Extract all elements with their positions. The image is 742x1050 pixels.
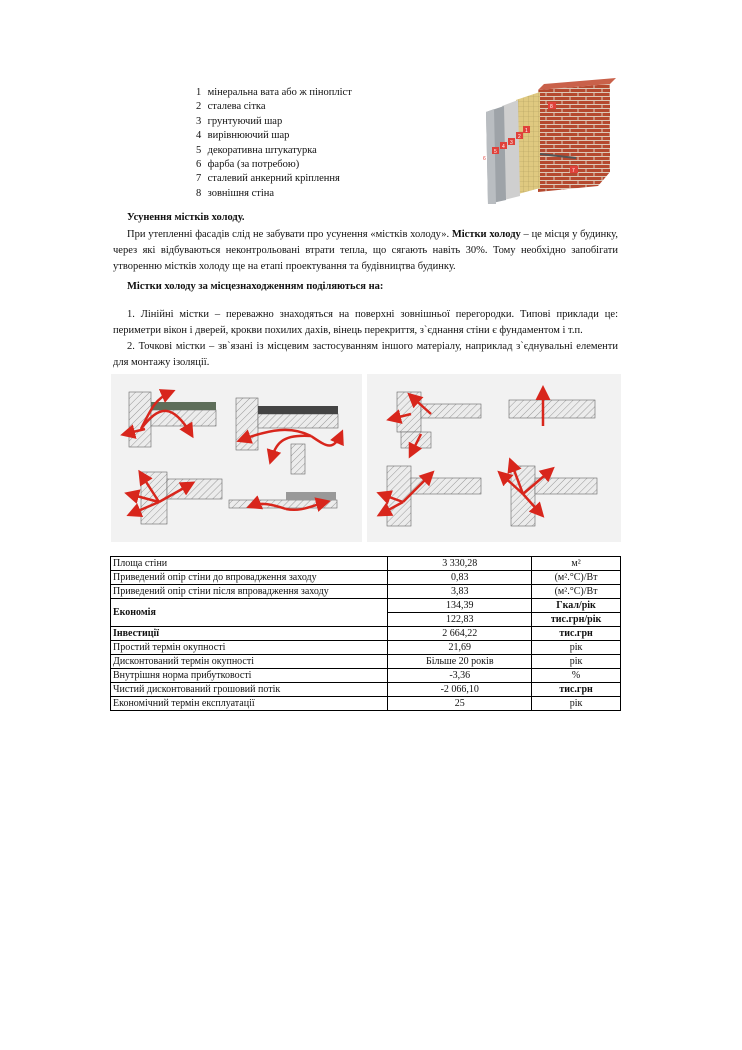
linear-bridges-paragraph: 1. Лінійні містки – переважно знаходяться на поверхні зовнішньої перегородки. Типові приклади це: периметри вікон і дверей, крокви похилих дахів, вінець перекриття, з`єднання стіни є фундаментом і т.п. <box>113 309 618 336</box>
row-label: Інвестиції <box>111 627 388 641</box>
illustration-label: 5 <box>494 149 497 155</box>
row-value: -3,36 <box>388 669 532 683</box>
legend-item: 2 сталева сітка <box>196 101 266 113</box>
row-value: 3,83 <box>388 585 532 599</box>
economy-unit-2: тис.грн/рік <box>532 613 621 627</box>
insulated-wall-illustration <box>478 76 620 208</box>
illustration-label: 7 <box>572 168 575 174</box>
legend-item: 8 зовнішня стіна <box>196 187 275 199</box>
illustration-label: 2 <box>518 134 521 140</box>
row-unit: (м².°С)/Вт <box>532 585 621 599</box>
row-label: Площа стіни <box>111 557 388 571</box>
row-unit: (м².°С)/Вт <box>532 571 621 585</box>
section-heading-cold-bridges: Усунення містків холоду. <box>127 212 245 223</box>
row-value: 0,83 <box>388 571 532 585</box>
economy-value-2: 122,83 <box>388 613 532 627</box>
row-unit: рік <box>532 697 621 711</box>
illustration-label: 1 <box>525 128 528 134</box>
illustration-label: 4 <box>502 144 505 150</box>
table-row <box>111 557 621 571</box>
table-row <box>111 669 621 683</box>
row-unit: рік <box>532 641 621 655</box>
legend-item: 1 мінеральна вата або ж пінопліст <box>196 87 352 98</box>
table-row <box>111 683 621 697</box>
economy-unit-1: Гкал/рік <box>532 599 621 613</box>
legend-item: 7 сталевий анкерний кріплення <box>196 173 340 185</box>
table-row <box>111 599 621 613</box>
row-label: Простий термін окупності <box>111 641 388 655</box>
illustration-label: 6 <box>483 156 486 162</box>
section-heading-classification: Містки холоду за місцезнаходженням поділяються на: <box>127 281 384 292</box>
table-row <box>111 585 621 599</box>
table-row <box>111 627 621 641</box>
point-bridges-paragraph: 2. Точкові містки – зв`язані із місцевим застосуванням іншого матеріалу, наприклад з`єднувальні елементи для монтажу ізоляції. <box>113 341 618 368</box>
row-label: Внутрішня норма прибутковості <box>111 669 388 683</box>
row-unit: тис.грн <box>532 627 621 641</box>
legend-item: 6 фарба (за потребою) <box>196 159 300 171</box>
row-unit: % <box>532 669 621 683</box>
cold-bridge-diagrams <box>111 374 621 542</box>
cold-bridges-paragraph: При утепленні фасадів слід не забувати про усунення «містків холоду». Містки холоду – це місця у будинку, через які відбуваються неконтрольовані втрати тепла, що сягають навіть 30%. Тому необхідно запобігати утворенню містків холоду ще на етапі проектування та будівництва будинку. <box>113 229 619 272</box>
table-row <box>111 697 621 711</box>
row-unit: рік <box>532 655 621 669</box>
economy-label: Економія <box>111 599 388 627</box>
legend-item: 3 грунтуючий шар <box>196 115 283 127</box>
row-label: Приведений опір стіни до впровадження заходу <box>111 571 388 585</box>
row-value: -2 066,10 <box>388 683 532 697</box>
legend-item: 5 декоративна штукатурка <box>196 144 317 156</box>
economy-value-1: 134,39 <box>388 599 532 613</box>
row-label: Дисконтований термін окупності <box>111 655 388 669</box>
illustration-label: 8 <box>550 104 553 110</box>
row-unit: м² <box>532 557 621 571</box>
row-value: 2 664,22 <box>388 627 532 641</box>
table-row <box>111 655 621 669</box>
illustration-label: 3 <box>510 140 513 146</box>
row-value: 3 330,28 <box>388 557 532 571</box>
row-label: Економічний термін експлуатації <box>111 697 388 711</box>
row-unit: тис.грн <box>532 683 621 697</box>
table-row <box>111 571 621 585</box>
row-value: 25 <box>388 697 532 711</box>
legend-item: 4 вирівнюючий шар <box>196 130 290 142</box>
row-label: Приведений опір стіни після впровадження заходу <box>111 585 388 599</box>
table-row <box>111 641 621 655</box>
row-label: Чистий дисконтований грошовий потік <box>111 683 388 697</box>
row-value: 21,69 <box>388 641 532 655</box>
layer-legend <box>196 86 352 201</box>
economics-table <box>110 556 621 711</box>
row-value: Більше 20 років <box>388 655 532 669</box>
